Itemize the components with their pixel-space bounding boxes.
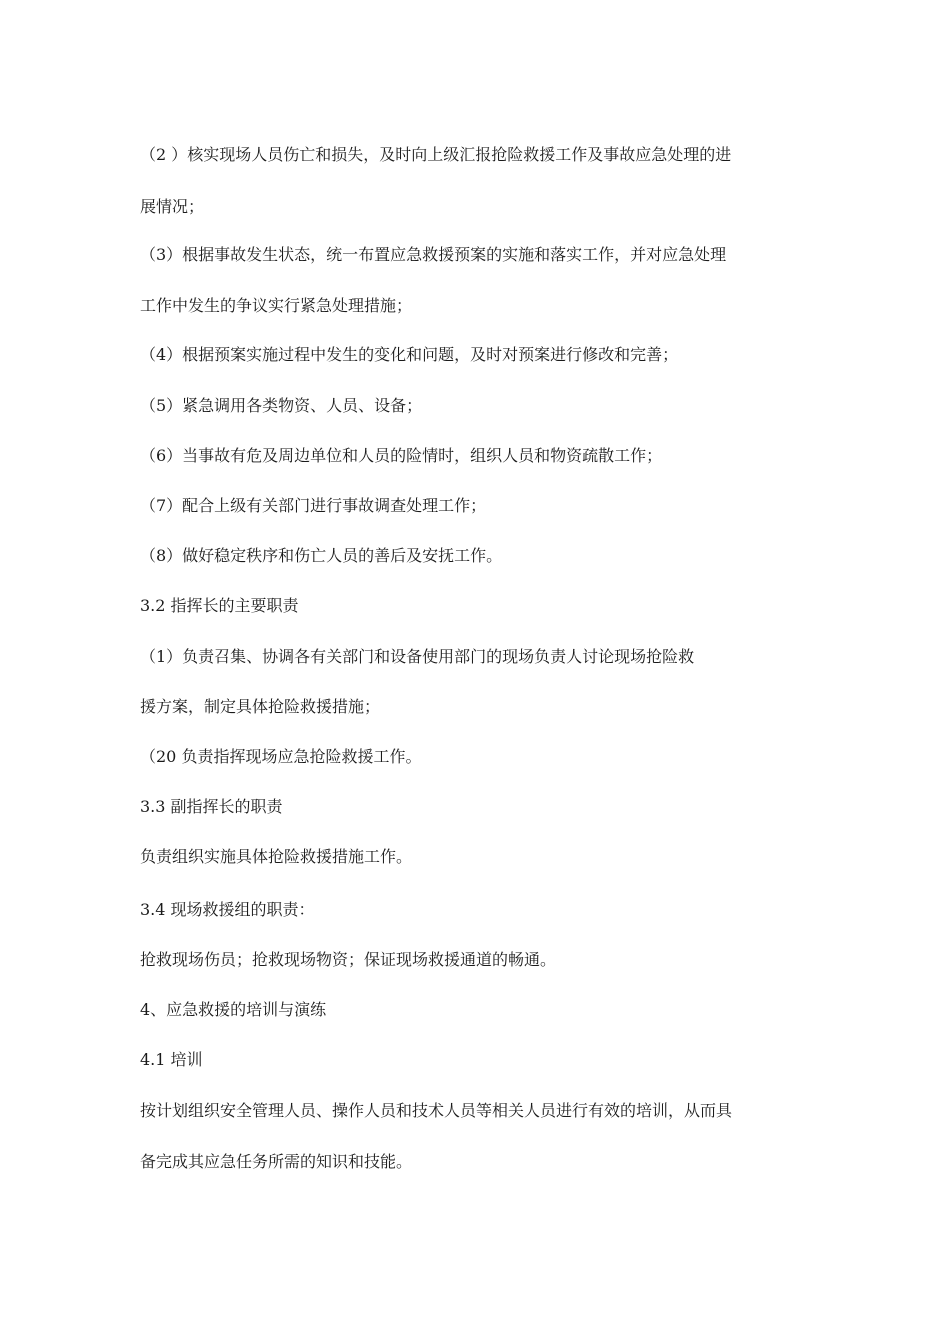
text-line-15: 负责组织实施具体抢险救援措施工作。	[140, 847, 413, 866]
text-line-13: （20 负责指挥现场应急抢险救援工作。	[140, 747, 422, 766]
section-heading-3-3: 3.3 副指挥长的职责	[140, 797, 283, 816]
section-heading-4-1: 4.1 培训	[140, 1050, 203, 1069]
text-line-7: （6）当事故有危及周边单位和人员的险情时，组织人员和物资疏散工作；	[140, 446, 663, 465]
text-line-17: 抢救现场伤员；抢救现场物资；保证现场救援通道的畅通。	[140, 950, 557, 969]
text-line-2: 展情况；	[140, 197, 205, 216]
text-line-21: 备完成其应急任务所需的知识和技能。	[140, 1152, 413, 1171]
text-line-3: （3）根据事故发生状态，统一布置应急救援预案的实施和落实工作，并对应急处理	[140, 245, 727, 264]
text-line-8: （7）配合上级有关部门进行事故调查处理工作；	[140, 496, 487, 515]
text-line-11: （1）负责召集、协调各有关部门和设备使用部门的现场负责人讨论现场抢险救	[140, 647, 695, 666]
section-heading-3-2: 3.2 指挥长的主要职责	[140, 596, 299, 615]
text-line-1: （2 ）核实现场人员伤亡和损失，及时向上级汇报抢险救援工作及事故应急处理的进	[140, 145, 732, 164]
text-line-12: 援方案，制定具体抢险救援措施；	[140, 697, 381, 716]
section-heading-4: 4、应急救援的培训与演练	[140, 1000, 327, 1019]
text-line-5: （4）根据预案实施过程中发生的变化和问题，及时对预案进行修改和完善；	[140, 345, 679, 364]
text-line-4: 工作中发生的争议实行紧急处理措施；	[140, 296, 413, 315]
text-line-6: （5）紧急调用各类物资、人员、设备；	[140, 396, 423, 415]
text-line-9: （8）做好稳定秩序和伤亡人员的善后及安抚工作。	[140, 546, 503, 565]
text-line-20: 按计划组织安全管理人员、操作人员和技术人员等相关人员进行有效的培训，从而具	[140, 1101, 733, 1120]
section-heading-3-4: 3.4 现场救援组的职责：	[140, 900, 315, 919]
